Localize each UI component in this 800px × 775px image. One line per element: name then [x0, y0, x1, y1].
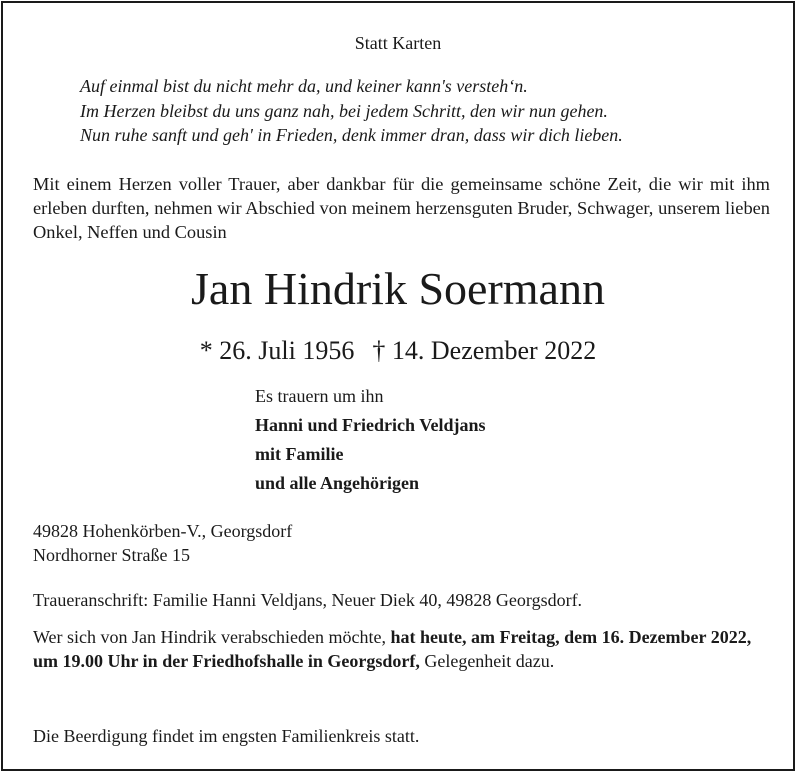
mourning-address: Traueranschrift: Familie Hanni Veldjans, Neuer Diek 40, 49828 Georgsdorf.	[33, 590, 583, 610]
poem-line-1: Auf einmal bist du nicht mehr da, und keiner kann's versteh‘n.	[80, 76, 528, 96]
farewell-time-place: hat heute, am Freitag, dem 16. Dezember 2022, um 19.00 Uhr in der Friedhofshalle in Georgsdorf,	[33, 627, 752, 671]
header-statt-karten: Statt Karten	[354, 33, 442, 53]
poem-line-2: Im Herzen bleibst du uns ganz nah, bei jedem Schritt, den wir nun gehen.	[80, 101, 608, 121]
mourners-line-3: und alle Angehörigen	[255, 473, 420, 493]
mourners-line-2: mit Familie	[255, 444, 344, 464]
mourners-intro: Es trauern um ihn	[255, 386, 384, 406]
deceased-name: Jan Hindrik Soermann	[191, 263, 605, 314]
farewell-paragraph	[33, 625, 763, 673]
address-line-1: 49828 Hohenkörben-V., Georgsdorf	[33, 521, 293, 541]
burial-note: Die Beerdigung findet im engsten Familienkreis statt.	[33, 726, 420, 746]
birth-date: * 26. Juli 1956	[199, 336, 355, 365]
address-line-2: Nordhorner Straße 15	[33, 545, 190, 565]
intro-paragraph: Mit einem Herzen voller Trauer, aber dankbar für die gemeinsame schöne Zeit, die wir mit ihm erleben durften, nehmen wir Abschied von meinem herzensguten Bruder, Schwager, unserem lieben Onkel, Neffen und Cousin	[33, 174, 770, 242]
life-dates	[0, 336, 796, 366]
death-date: † 14. Dezember 2022	[372, 336, 597, 365]
poem-line-3: Nun ruhe sanft und geh' in Frieden, denk immer dran, dass wir dich lieben.	[80, 125, 623, 145]
mourners-line-1: Hanni und Friedrich Veldjans	[255, 415, 486, 435]
farewell-text-1: Wer sich von Jan Hindrik verabschieden möchte,	[33, 627, 391, 647]
farewell-text-2: Gelegenheit dazu.	[419, 651, 555, 671]
